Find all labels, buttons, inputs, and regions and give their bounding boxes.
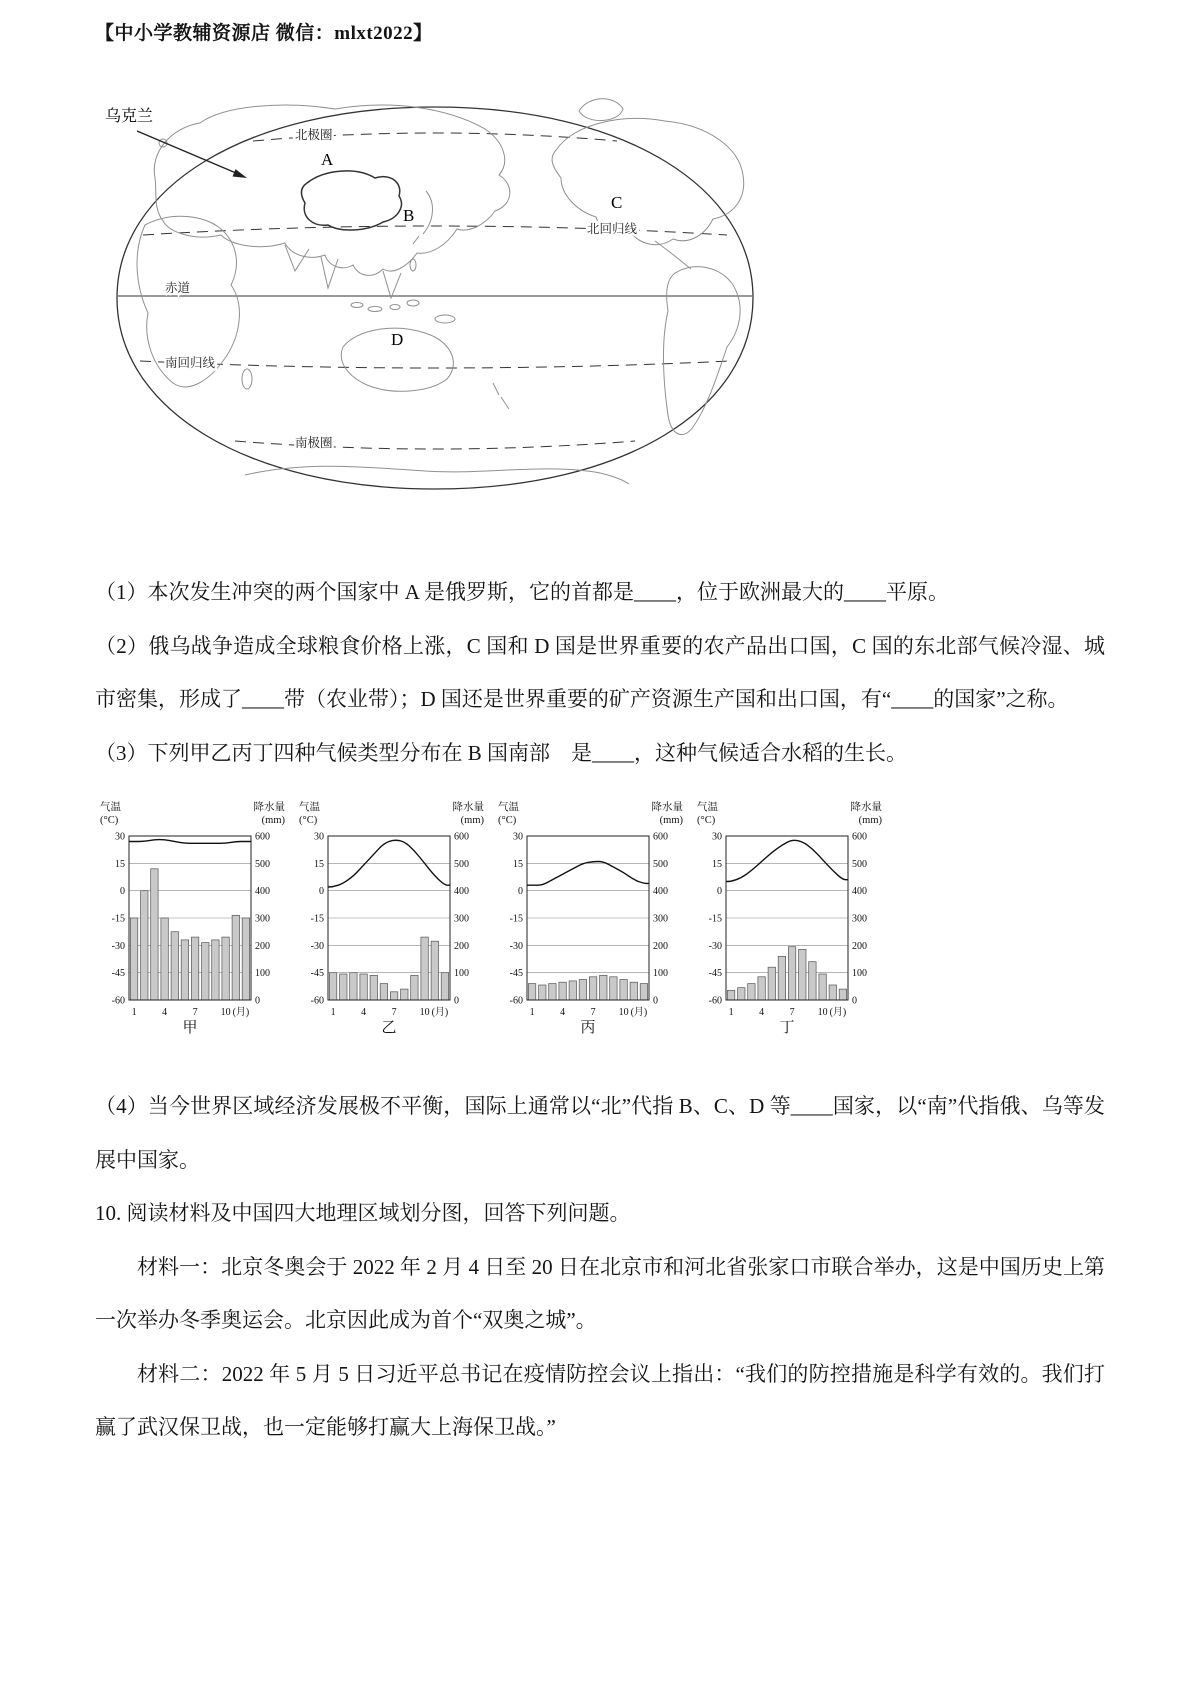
tropic-of-cancer-label: 北回归线 <box>587 222 638 236</box>
question-10: 10. 阅读材料及中国四大地理区域划分图，回答下列问题。 <box>95 1201 631 1226</box>
precip-tick-label: 400 <box>852 886 867 898</box>
precipitation-bars <box>727 947 846 1000</box>
world-map-svg <box>95 83 775 513</box>
temp-tick-label: 15 <box>314 858 324 870</box>
precip-tick-label: 200 <box>852 940 867 952</box>
ukraine-annotation <box>105 107 247 178</box>
precip-axis-title: 降水量 <box>452 802 484 814</box>
temp-tick-label: -15 <box>509 913 523 925</box>
temp-tick-label: -60 <box>111 995 125 1007</box>
temp-tick-label: 30 <box>115 831 125 843</box>
temp-tick-label: -45 <box>708 968 722 980</box>
country-label-c: C <box>611 193 623 212</box>
country-label-a: A <box>321 150 334 169</box>
month-tick-label: 1 <box>728 1007 734 1019</box>
temp-tick-label: 15 <box>513 858 523 870</box>
question-2: （2）俄乌战争造成全球粮食价格上涨，C 国和 D 国是世界重要的农产品出口国，C 国的东北部气候冷湿、城市密集，形成了____带（农业带）；D 国还是世界重要的矿产资源生产国和出口国，有“____的国家”之称。 <box>95 633 1105 712</box>
north-america-outline <box>552 119 744 245</box>
temp-axis-unit: (°C) <box>498 815 517 827</box>
country-label-b: B <box>403 206 415 225</box>
antarctica-outline <box>245 466 629 484</box>
temp-axis-title: 气温 <box>498 802 519 814</box>
tropic-of-capricorn-label: 南回归线 <box>165 356 216 370</box>
south-america-outline <box>663 267 740 435</box>
antarctic-circle-label: 南极圈 <box>295 436 333 450</box>
climate-chart-ding <box>692 796 889 1036</box>
equator-label: 赤道 <box>165 281 191 295</box>
month-tick-label: 7 <box>590 1007 596 1019</box>
temperature-line <box>129 840 251 844</box>
precip-tick-label: 200 <box>653 940 668 952</box>
month-tick-label: 10 <box>419 1007 430 1019</box>
climate-chart-bing <box>493 796 690 1036</box>
precip-tick-label: 100 <box>852 968 867 980</box>
climate-chart-svg <box>493 796 688 1036</box>
chart-caption: 丙 <box>580 1020 596 1037</box>
month-tick-label: 7 <box>192 1007 198 1019</box>
ukraine-label: 乌克兰 <box>105 108 154 125</box>
temp-tick-label: -45 <box>111 968 125 980</box>
precip-tick-label: 300 <box>653 913 668 925</box>
month-unit-label: (月) <box>232 1007 250 1019</box>
continents <box>137 99 744 484</box>
new-guinea-island <box>435 315 455 323</box>
precip-tick-label: 100 <box>454 968 469 980</box>
climate-charts-row <box>95 796 1105 1036</box>
world-map-figure <box>95 83 1105 518</box>
month-unit-label: (月) <box>829 1007 847 1019</box>
precip-axis-title: 降水量 <box>253 802 285 814</box>
temperature-line <box>527 862 649 886</box>
month-tick-label: 1 <box>529 1007 535 1019</box>
temp-tick-label: -30 <box>708 940 722 952</box>
temp-tick-label: -30 <box>509 940 523 952</box>
material-1: 材料一：北京冬奥会于 2022 年 2 月 4 日至 20 日在北京市和河北省张家口市联合举办，这是中国历史上第一次举办冬季奥运会。北京因此成为首个“双奥之城”。 <box>95 1254 1105 1333</box>
temp-tick-label: -60 <box>310 995 324 1007</box>
precip-tick-label: 300 <box>454 913 469 925</box>
precip-tick-label: 600 <box>255 831 270 843</box>
precip-tick-label: 300 <box>255 913 270 925</box>
month-unit-label: (月) <box>431 1007 449 1019</box>
precip-tick-label: 500 <box>852 858 867 870</box>
country-letters <box>321 150 622 349</box>
temp-tick-label: 0 <box>518 886 523 898</box>
month-tick-label: 4 <box>759 1007 765 1019</box>
precip-tick-label: 100 <box>255 968 270 980</box>
tropic-of-cancer-line <box>143 226 727 235</box>
month-tick-label: 10 <box>817 1007 828 1019</box>
precip-axis-title: 降水量 <box>651 802 683 814</box>
climate-chart-yi <box>294 796 491 1036</box>
precip-tick-label: 600 <box>852 831 867 843</box>
temp-tick-label: -60 <box>708 995 722 1007</box>
precip-tick-label: 500 <box>454 858 469 870</box>
temp-tick-label: 0 <box>319 886 324 898</box>
precip-axis-unit: (mm) <box>659 815 683 827</box>
month-tick-label: 1 <box>330 1007 336 1019</box>
precip-axis-title: 降水量 <box>850 802 882 814</box>
temp-axis-title: 气温 <box>100 802 121 814</box>
temp-tick-label: 30 <box>513 831 523 843</box>
india-peninsula <box>321 257 338 288</box>
indochina-peninsula <box>383 271 401 298</box>
temp-axis-title: 气温 <box>299 802 320 814</box>
temp-tick-label: 0 <box>120 886 125 898</box>
greenland-outline <box>579 99 623 121</box>
question-4: （4）当今世界区域经济发展极不平衡，国际上通常以“北”代指 B、C、D 等____国家，以“南”代指俄、乌等发展中国家。 <box>95 1094 1105 1172</box>
month-tick-label: 7 <box>391 1007 397 1019</box>
temp-tick-label: -30 <box>111 940 125 952</box>
month-tick-label: 4 <box>361 1007 367 1019</box>
map-outline <box>117 107 753 489</box>
new-zealand-islands <box>493 383 509 409</box>
indonesia-island-3 <box>390 305 400 310</box>
temperature-line <box>726 841 848 882</box>
temp-tick-label: -45 <box>310 968 324 980</box>
temp-axis-unit: (°C) <box>697 815 716 827</box>
temp-tick-label: 30 <box>712 831 722 843</box>
temp-tick-label: 15 <box>115 858 125 870</box>
precip-tick-label: 400 <box>653 886 668 898</box>
climate-chart-jia <box>95 796 292 1036</box>
question-1: （1）本次发生冲突的两个国家中 A 是俄罗斯，它的首都是____，位于欧洲最大的____平原。 <box>95 580 950 604</box>
precip-tick-label: 0 <box>255 995 260 1007</box>
temp-tick-label: -45 <box>509 968 523 980</box>
ukraine-arrow-head <box>233 169 248 178</box>
precip-tick-label: 400 <box>454 886 469 898</box>
precip-axis-unit: (mm) <box>858 815 882 827</box>
temp-tick-label: 0 <box>717 886 722 898</box>
month-tick-label: 10 <box>618 1007 629 1019</box>
precipitation-bars <box>130 869 249 1000</box>
temp-tick-label: -15 <box>708 913 722 925</box>
country-label-d: D <box>391 330 404 349</box>
tropic-of-capricorn-line <box>140 361 730 368</box>
arctic-circle-label: 北极圈 <box>295 128 333 142</box>
temp-tick-label: -15 <box>111 913 125 925</box>
precip-tick-label: 0 <box>653 995 658 1007</box>
precipitation-bars <box>329 937 448 1000</box>
precipitation-bars <box>528 976 647 1001</box>
precip-tick-label: 0 <box>852 995 857 1007</box>
month-tick-label: 10 <box>220 1007 231 1019</box>
month-tick-label: 4 <box>162 1007 168 1019</box>
temp-tick-label: -60 <box>509 995 523 1007</box>
precip-tick-label: 500 <box>653 858 668 870</box>
material-2: 材料二：2022 年 5 月 5 日习近平总书记在疫情防控会议上指出：“我们的防控措施是科学有效的。我们打赢了武汉保卫战，也一定能够打赢大上海保卫战。” <box>95 1361 1105 1440</box>
temp-axis-title: 气温 <box>697 802 718 814</box>
indonesia-island-2 <box>368 307 382 312</box>
precip-tick-label: 600 <box>653 831 668 843</box>
chart-caption: 甲 <box>182 1020 198 1037</box>
climate-chart-svg <box>95 796 290 1036</box>
temp-tick-label: -15 <box>310 913 324 925</box>
chart-caption: 丁 <box>779 1020 795 1037</box>
madagascar-island <box>242 369 252 389</box>
temp-axis-unit: (°C) <box>100 815 119 827</box>
month-tick-label: 4 <box>560 1007 566 1019</box>
precip-axis-unit: (mm) <box>460 815 484 827</box>
precip-tick-label: 0 <box>454 995 459 1007</box>
temp-tick-label: 15 <box>712 858 722 870</box>
precip-tick-label: 200 <box>255 940 270 952</box>
temp-tick-label: -30 <box>310 940 324 952</box>
climate-chart-svg <box>294 796 489 1036</box>
indonesia-island-1 <box>351 303 363 308</box>
precip-tick-label: 300 <box>852 913 867 925</box>
precip-axis-unit: (mm) <box>261 815 285 827</box>
precip-tick-label: 400 <box>255 886 270 898</box>
chart-caption: 乙 <box>381 1020 397 1037</box>
climate-chart-svg <box>692 796 887 1036</box>
precip-tick-label: 200 <box>454 940 469 952</box>
temp-tick-label: 30 <box>314 831 324 843</box>
temperature-line <box>328 840 450 887</box>
question-3: （3）下列甲乙丙丁四种气候类型分布在 B 国南部 是____，这种气候适合水稻的生长。 <box>95 740 908 765</box>
central-america <box>655 241 691 269</box>
month-tick-label: 1 <box>131 1007 137 1019</box>
temp-axis-unit: (°C) <box>299 815 318 827</box>
month-tick-label: 7 <box>789 1007 795 1019</box>
japan-islands <box>413 191 432 244</box>
precip-tick-label: 500 <box>255 858 270 870</box>
precip-tick-label: 600 <box>454 831 469 843</box>
latitude-lines <box>118 133 752 449</box>
china-outline <box>301 171 401 230</box>
page-header: 【中小学教辅资源店 微信：mlxt2022】 <box>95 23 433 44</box>
philippines-island <box>410 259 416 271</box>
indonesia-island-4 <box>407 300 419 306</box>
month-unit-label: (月) <box>630 1007 648 1019</box>
precip-tick-label: 100 <box>653 968 668 980</box>
